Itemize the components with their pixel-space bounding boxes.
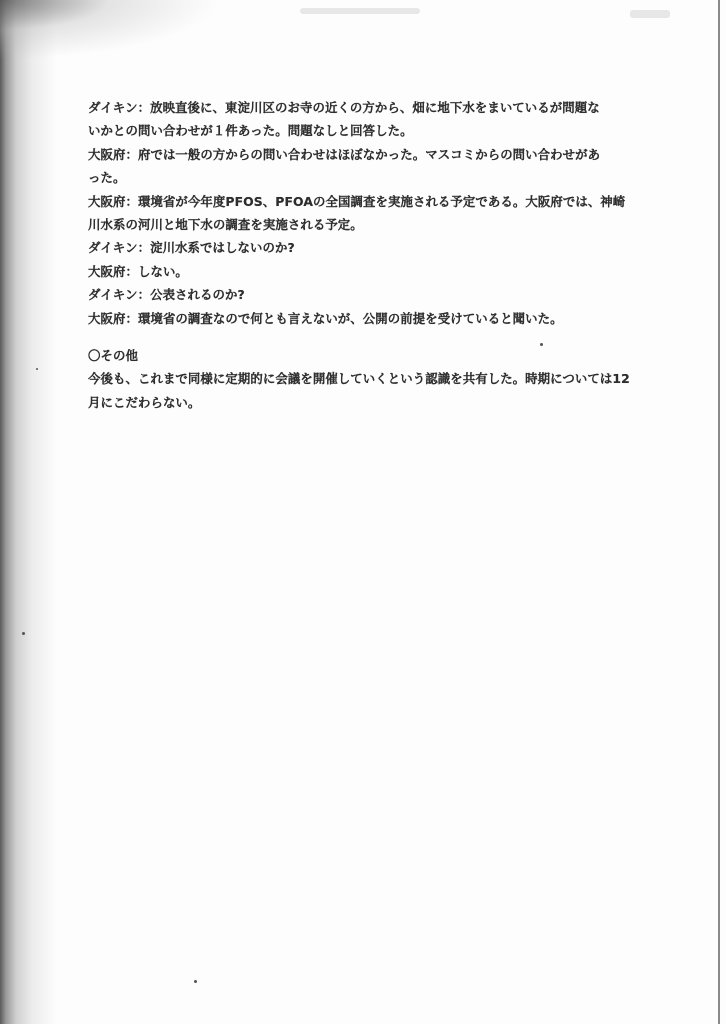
text-line: ダイキン：放映直後に、東淀川区のお寺の近くの方から、畑に地下水をまいているが問題な — [88, 100, 600, 115]
text-line: 今後も、これまで同様に定期的に会議を開催していくという認識を共有した。時期については12 — [88, 371, 630, 387]
page-fold-shadow — [0, 0, 56, 1024]
page-right-edge — [718, 0, 720, 1024]
scan-speck — [194, 980, 197, 983]
scan-speck — [36, 368, 38, 370]
scan-speck — [22, 632, 25, 635]
text-line: 川水系の河川と地下水の調査を実施される予定。 — [88, 216, 363, 232]
text-line: ダイキン：公表されるのか? — [88, 287, 245, 303]
page-corner-shadow — [0, 0, 220, 60]
text-line: 大阪府：しない。 — [88, 263, 188, 279]
document-body — [88, 96, 648, 414]
text-line: いかとの問い合わせが１件あった。問題なしと回答した。 — [88, 123, 413, 139]
text-line: 大阪府：環境省が今年度PFOS、PFOAの全国調査を実施される予定である。大阪府では、神崎 — [88, 193, 626, 209]
text-line: ダイキン：淀川水系ではしないのか? — [88, 240, 295, 256]
text-line: 大阪府：環境省の調査なので何とも言えないが、公開の前提を受けていると聞いた。 — [88, 310, 563, 326]
text-line: 月にこだわらない。 — [88, 394, 201, 410]
text-line: 大阪府：府では一般の方からの問い合わせはほぼなかった。マスコミからの問い合わせがあ — [88, 146, 601, 162]
text-line: った。 — [88, 170, 126, 186]
faint-header-mark — [300, 8, 420, 14]
section-heading-other: 〇その他 — [88, 347, 138, 363]
faint-page-mark — [630, 10, 670, 18]
